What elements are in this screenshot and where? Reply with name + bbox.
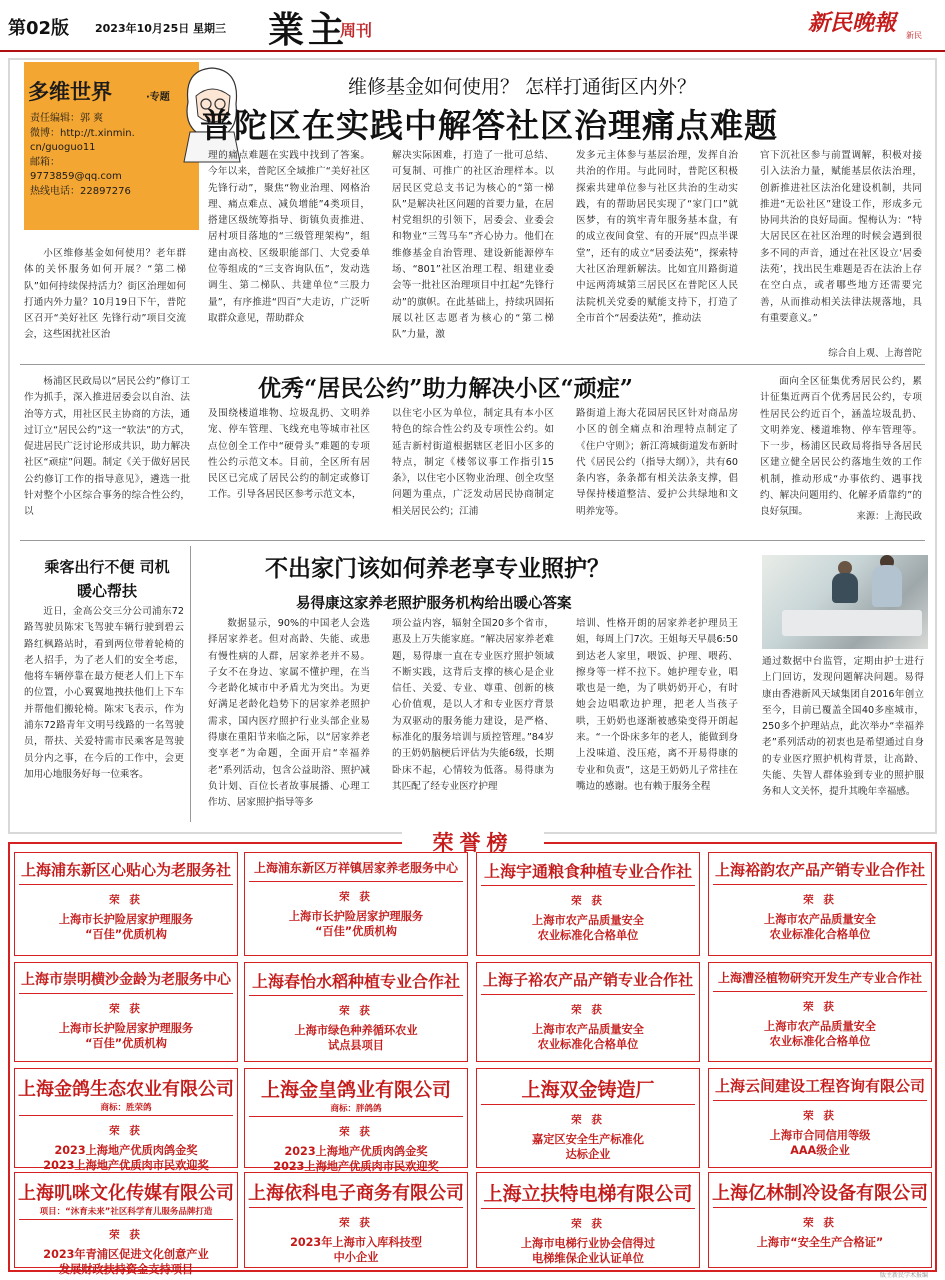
honor-won-label: 荣 获	[109, 1003, 143, 1015]
article2-col5: 面向全区征集优秀居民公约，累计征集近两百个优秀居民公约，专项性居民公约近百个，涵盖垃圾乱扔、文明养宠、楼道堆物、停车管理等。下一步，杨浦区民政局将指导各居民区建立健全居民公约落地生效的工作机制，推动形成“办事依约、遇事找约、解决问题用约、化解矛盾靠约”的良好氛围。	[760, 376, 922, 518]
honor-award-line: 试点县项目	[328, 1039, 384, 1052]
honor-award-line: 中小企业	[333, 1251, 379, 1264]
article2-col3: 以住宅小区为单位，制定具有本小区特色的综合性公约及专项性公约。如延吉新村街道根据辖区老旧小区多的特点，制定《楼邻议事工作指引15条》，以住宅小区物业治理、创全攻坚问题为重点，广泛发动居民协商制定相关居民公约；江浦	[392, 408, 554, 517]
photo-person	[872, 565, 902, 607]
honor-company-name: 上海金鸽生态农业有限公司	[18, 1079, 234, 1100]
honor-cell	[14, 1172, 238, 1276]
honor-won-label: 荣 获	[803, 1001, 837, 1013]
honor-award-line: 农业标准化合格单位	[769, 928, 871, 941]
article3-col2: 项公益内容，辐射全国20多个省市，惠及上万失能家庭。“解决居家养老难题，易得康一直在专业医疗照护领域不断实践，这背后支撑的核心是企业信任、关爱、专业、尊重、创新的核心价值观，是以人才和专业医疗背景为双驱动的服务能力建设，是严格、标准化的服务培训与质控管理。”84岁的王奶奶脑梗后评估为失能6级，长期卧床不起，心情较为低落。易得康为其匹配了经专业医疗护理	[392, 618, 554, 792]
honor-award-line: 农业标准化合格单位	[537, 1038, 639, 1051]
honor-company-name: 上海亿林制冷设备有限公司	[712, 1183, 928, 1204]
photo-bed	[782, 610, 922, 636]
honor-company-name: 上海浦东新区心贴心为老服务社	[20, 861, 231, 879]
honor-award-line: 电梯维保企业认证单位	[532, 1252, 644, 1265]
honor-company-name: 上海双金铸造厂	[521, 1079, 655, 1101]
photo-person	[832, 573, 858, 603]
honor-cell	[476, 1068, 700, 1168]
honor-award-line: 上海市绿色种养循环农业	[294, 1024, 418, 1037]
honor-award-line: 发展财政扶持资金支持项目	[58, 1263, 194, 1276]
honor-company-name: 上海裕韵农产品产销专业合作社	[714, 861, 925, 879]
honor-company-name: 上海叽咪文化传媒有限公司	[18, 1183, 234, 1204]
honor-cell-rule	[19, 1219, 233, 1220]
honor-award-line: AAA级企业	[790, 1144, 850, 1157]
editor-line: 微博：http://t.xinmin.	[30, 127, 135, 139]
honor-cell	[708, 962, 932, 1062]
honor-won-label: 荣 获	[109, 1229, 143, 1241]
honor-company-name: 上海立扶特电梯有限公司	[483, 1183, 693, 1205]
honor-award-line: 上海市合同信用等级	[769, 1129, 871, 1142]
article1-col4: 发多元主体参与基层治理，发挥自治共治的作用。与此同时，普陀区积极探索共建单位参与社区共治的生动实践，有的帮助居民实现了“家门口”就医梦，有的筑牢青年服务基本盘，有的成立夜间食堂、有的开展“四点半课堂”，还有的成立“居委法苑”，探索特大社区治理新解法。比如宜川路街道中远两湾城第三居民区在普陀区人民法院机关党委的赋能支持下，打造了全市首个“居委法苑”，推动法	[576, 150, 738, 324]
article2-col1: 杨浦区民政局以“居民公约”修订工作为抓手，深入推进居委会以自治、法治等方式，用社区民主协商的方法，通过订立“居民公约”这一“软法”的方式，促进居民广泛讨论形成共识，助力解决社区“顽症”问题。制定《关于做好居民公约修订工作的指导意见》，遴选一批针对整个小区综合事务的综合性公约，以	[24, 376, 190, 518]
article3-col1: 数据显示，90%的中国老人会选择居家养老。但对高龄、失能、或患有慢性病的人群，居家养老并不易。子女不在身边、家属不懂护理，在当今老龄化城市中矛盾尤为突出。为更好满足老龄化趋势下的居家养老照护需求，国内医疗照护行业头部企业易得康在重阳节来临之际，以“居家养老变享老”为命题，全面开启“幸福养老”系列活动，包含公益助浴、照护减负计划、百位长者故事展播、心理工作坊、居家照护指导等多	[208, 618, 370, 809]
article1-col2: 理的痛点难题在实践中找到了答案。今年以来，普陀区全域推广“美好社区 先锋行动”，聚焦“物业治理、网格治理、痛点难点、减负增能”4类项目，搭建区级统筹指导、街镇负责推进、居村项目落地的“三级管理架构”，组建由高校、区级职能部门、大党委单位等组成的“三支咨询队伍”，发动选调生、第二梯队、共建单位“三股力量”，有序推进“四百”大走访，广泛听取群众意见，帮助群众	[208, 150, 370, 324]
honor-cell	[244, 1068, 468, 1173]
article2-col2: 及围绕楼道堆物、垃圾乱扔、文明养宠、停车管理、飞线充电等城市社区点位创全工作中“硬骨头”难题的专项性公约示范文本。目前，全区所有居民区已完成了居民公约的制定或修订工作。引导各居民区参考示范文本，	[208, 408, 370, 501]
article2-headline: 优秀“居民公约”助力解决小区“顽症”	[258, 375, 633, 402]
honor-cell-rule	[249, 881, 463, 882]
honor-cell-rule	[19, 1115, 233, 1116]
honor-roll-title: 荣誉榜	[402, 832, 544, 854]
honor-award-line: “百佳”优质机构	[85, 1037, 167, 1050]
honor-cell-rule	[249, 995, 463, 996]
honor-cell-rule	[481, 1104, 695, 1105]
honor-won-label: 荣 获	[339, 1126, 373, 1138]
side-story-headline: 乘客出行不便 司机暖心帮扶	[44, 558, 170, 600]
editor-line: 责任编辑：郭 爽	[30, 113, 104, 124]
editor-line: 邮箱：	[30, 156, 60, 168]
honor-cell	[14, 962, 238, 1062]
honor-award-line: 上海市长护险居家护理服务	[58, 1022, 194, 1035]
article3-subhead: 易得康这家养老照护服务机构给出暖心答案	[296, 596, 572, 612]
honor-award-line: 上海市“安全生产合格证”	[756, 1236, 884, 1249]
honor-won-label: 荣 获	[571, 895, 605, 907]
honor-company-name: 上海子裕农产品产销专业合作社	[482, 971, 693, 989]
honor-cell	[244, 1172, 468, 1268]
honor-cell-rule	[713, 884, 927, 885]
issue-date: 2023年10月25日 星期三	[95, 22, 227, 35]
honor-won-label: 荣 获	[339, 891, 373, 903]
honor-cell	[476, 852, 700, 956]
honor-award-line: 嘉定区安全生产标准化	[532, 1133, 644, 1146]
editor-info	[30, 112, 160, 200]
honor-cell-rule	[481, 885, 695, 886]
honor-award-line: 上海市农产品质量安全	[532, 914, 644, 927]
honor-cell-rule	[713, 1100, 927, 1101]
honor-won-label: 荣 获	[803, 1217, 837, 1229]
honor-award-line: 2023上海地产优质肉市民欢迎奖	[273, 1160, 439, 1173]
honor-note: 商标：胜荣鸽	[100, 1103, 152, 1113]
issue-number: 第02版	[8, 18, 70, 39]
honor-cell-rule	[481, 994, 695, 995]
honor-award-line: 农业标准化合格单位	[537, 929, 639, 942]
honor-award-line: 上海市农产品质量安全	[764, 913, 876, 926]
honor-company-name: 上海浦东新区万祥镇居家养老服务中心	[253, 861, 458, 875]
honor-company-name: 上海依科电子商务有限公司	[248, 1183, 464, 1204]
honor-cell	[476, 1172, 700, 1268]
honor-award-line: 上海市电梯行业协会信得过	[520, 1237, 656, 1250]
side-story-text: 近日，金高公交三分公司浦东72路驾驶员陈宋飞驾驶车辆行驶到碧云路红枫路站时，看到两位带着轮椅的老人招手，为了老人们的安全考虑，他将车辆停靠在最方便老人们上下车的位置，小心翼翼地拽扶他们上下车并帮他们搬轮椅。陈宋飞表示，作为浦东72路青年文明号线路的一名驾驶员，帮扶、关爱特需市民乘客是驾驶员分内之事，在今后的工作中，会更加用心地服务好每一位乘客。	[24, 606, 184, 780]
article2-source: 来源：上海民政	[856, 511, 922, 522]
honor-cell	[476, 962, 700, 1062]
honor-award-line: 达标企业	[565, 1148, 611, 1161]
honor-won-label: 荣 获	[339, 1217, 373, 1229]
honor-cell-rule	[19, 993, 233, 994]
honor-note: 商标：胖鸽鸽	[330, 1104, 382, 1114]
newspaper-logo-sub: 新民	[906, 31, 922, 40]
honor-award-line: “百佳”优质机构	[315, 925, 397, 938]
honor-won-label: 荣 获	[803, 1110, 837, 1122]
article1-kicker: 维修基金如何使用？ 怎样打通街区内外？	[348, 76, 697, 98]
masthead-subtitle: 周刊	[340, 21, 373, 40]
honor-company-name: 上海云间建设工程咨询有限公司	[714, 1077, 925, 1095]
honor-won-label: 荣 获	[571, 1218, 605, 1230]
honor-award-line: 2023上海地产优质肉鸽金奖	[54, 1144, 198, 1157]
honor-award-line: 农业标准化合格单位	[769, 1035, 871, 1048]
editor-line: 热线电话：22897276	[30, 185, 131, 197]
article1-col1: 小区维修基金如何使用？老年群体的关怀服务如何开展？“第二梯队”如何持续保持活力？街区治理如何打通内外力量？10月19日下午，普陀区召开“美好社区 先锋行动”项目交流会，这些困扰社区治	[24, 248, 186, 341]
article1-headline: 普陀区在实践中解答社区治理痛点难题	[200, 106, 778, 145]
editor-line: cn/guoguo11	[30, 142, 96, 154]
honor-cell	[244, 852, 468, 956]
article1-col5: 官下沉社区参与前置调解，积极对接引入法治力量，赋能基层依法治理，创新推进社区法治化建设机制，共同推进“无讼社区”建设工作，形成多元协同共治的良好局面。惺梅认为：“特大居民区在社区治理的时候会遇到很多不同的声音，通过在社区设立‘居委法苑’，找出民生难题是否在法治上存在空白点，或者哪些地方还需要完善，从而推动相关法律法规落地，具有重要意义。”	[760, 150, 922, 324]
article2-col4: 路街道上海大花园居民区针对商品房小区的创全痛点和治理特点制定了《住户守则》；新江湾城街道发布新时代《居民公约（指导大纲）》，共有60条内容，条条都有相关法条支撑，倡导保持楼道整洁、爱护公共绿地和文明养宠等。	[576, 408, 738, 517]
honor-cell-rule	[249, 1207, 463, 1208]
column-rule	[190, 546, 191, 822]
honor-award-line: “百佳”优质机构	[85, 928, 167, 941]
masthead-title: 業主	[268, 9, 349, 51]
honor-cell	[14, 1068, 238, 1172]
article1-col3: 解决实际困难，打造了一批可总结、可复制、可推广的社区治理样本。以居民区党总支书记为核心的“第一梯队”是解决社区问题的首要力量，在居村党组织的引领下，居委会、业委会和物业“三驾马车”齐心协力。他们在维修基金自治管理、建设新能源停车场、“801”社区治理工程、组建业委会等一批社区治理项目中扛起“先锋行动”的旗帜。在此基础上，持续巩固拓展以社区志愿者为核心的“第二梯队”力量，激	[392, 150, 554, 341]
honor-award-line: 2023年上海市入库科技型	[290, 1236, 422, 1249]
honor-cell	[708, 852, 932, 956]
honor-cell	[244, 962, 468, 1062]
newspaper-logo: 新民晚報	[808, 10, 897, 36]
honor-cell	[708, 1068, 932, 1168]
honor-company-name: 上海春怡水稻种植专业合作社	[251, 972, 460, 991]
honor-company-name: 上海漕泾植物研究开发生产专业合作社	[717, 971, 922, 985]
honor-cell-rule	[249, 1116, 463, 1117]
honor-won-label: 荣 获	[339, 1005, 373, 1017]
column-title: 多维世界	[28, 80, 112, 104]
article1-source: 综合自上观、上海普陀	[828, 348, 922, 359]
honor-won-label: 荣 获	[109, 1125, 143, 1137]
honor-won-label: 荣 获	[109, 894, 143, 906]
honor-cell	[14, 852, 238, 956]
honor-cell	[708, 1172, 932, 1268]
honor-award-line: 上海市长护险居家护理服务	[288, 910, 424, 923]
honor-company-name: 上海市崇明横沙金龄为老服务中心	[21, 972, 231, 988]
article3-col4: 通过数据中台监管，定期由护士进行上门回访，发现问题解决问题。易得康由香港新风天域集团自2016年创立至今，目前已覆盖全国40多座城市，250多个护理站点，此次举办“幸福养老”系列活动的初衷也是希望通过自身的专业医疗照护机构背景，让高龄、失能、失智人群体验到专业的照护服务和人文关怀，提升其晚年幸福感。	[762, 656, 924, 798]
honor-award-line: 2023上海地产优质肉鸽金奖	[284, 1145, 428, 1158]
article3-headline: 不出家门该如何养老享专业照护？	[265, 555, 610, 582]
honor-cell-rule	[713, 991, 927, 992]
divider	[20, 540, 925, 541]
honor-award-line: 上海市农产品质量安全	[532, 1023, 644, 1036]
honor-cell-rule	[713, 1207, 927, 1208]
honor-award-line: 2023上海地产优质肉市民欢迎奖	[43, 1159, 209, 1172]
honor-won-label: 荣 获	[803, 894, 837, 906]
honor-won-label: 荣 获	[571, 1004, 605, 1016]
honor-company-name: 上海金皇鸽业有限公司	[260, 1079, 451, 1101]
column-tag: ·专题	[146, 92, 170, 103]
honor-won-label: 荣 获	[571, 1114, 605, 1126]
elder-care-photo	[762, 555, 928, 649]
corner-note: 版主新民学术报编	[880, 1272, 929, 1279]
honor-cell-rule	[481, 1208, 695, 1209]
honor-cell-rule	[19, 884, 233, 885]
honor-award-line: 上海市长护险居家护理服务	[58, 913, 194, 926]
divider	[20, 364, 925, 365]
article3-col3: 培训、性格开朗的居家养老护理员王姐，每周上门7次。王姐每天早晨6:50到达老人家里，喂饭、护理、喂药、擦身等一样不拉下。她护理专业，唱歌也是一绝，为了哄奶奶开心，有时她会边唱歌边护理，把老人当孩子哄，王奶奶也逐渐被感染变得开朗起来。“一个卧床多年的老人，能做到身上没味道、没压疮，离不开易得康的专业和负责”，这是王奶奶儿子常挂在嘴边的感谢。也有赖于服务全程	[576, 618, 738, 792]
honor-award-line: 上海市农产品质量安全	[764, 1020, 876, 1033]
honor-company-name: 上海宇通粮食种植专业合作社	[483, 862, 692, 881]
honor-note: 项目：“沐育未来”社区科学育儿服务品牌打造	[39, 1207, 213, 1217]
editor-line: 9773859@qq.com	[30, 171, 122, 183]
honor-award-line: 2023年青浦区促进文化创意产业	[43, 1248, 209, 1261]
